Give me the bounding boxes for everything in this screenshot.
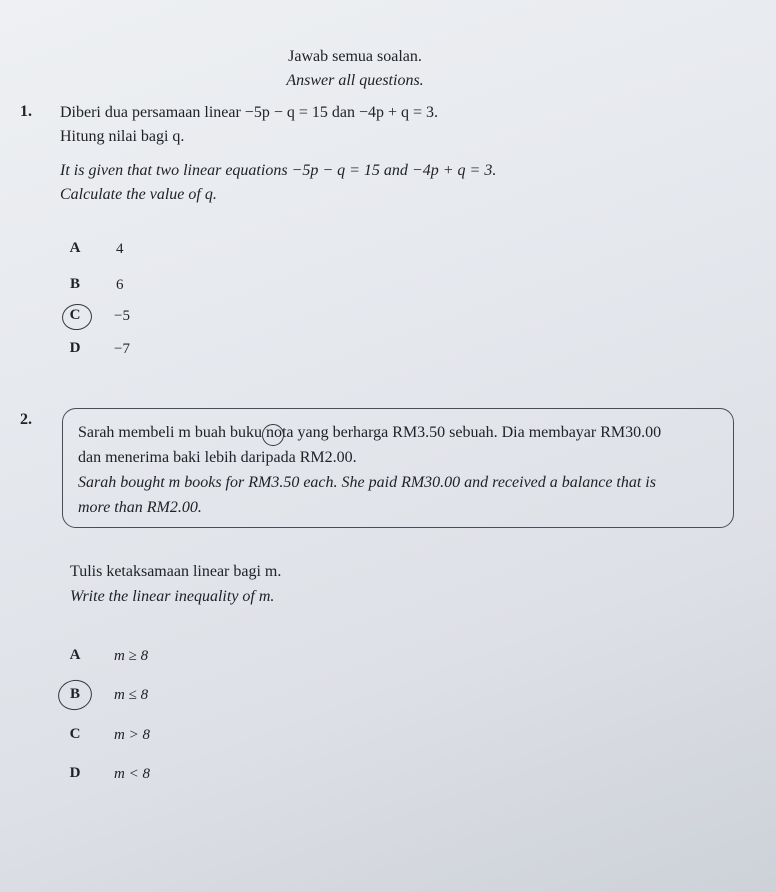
instruction-malay: Jawab semua soalan.	[288, 48, 422, 65]
question-1-number: 1.	[20, 103, 32, 120]
q2-option-c-letter[interactable]: C	[69, 726, 81, 742]
q2-box-english-line-1: Sarah bought m books for RM3.50 each. She paid RM30.00 and received a balance that is	[78, 474, 656, 491]
q1-option-d-letter[interactable]: D	[69, 340, 81, 356]
q1-option-a-letter[interactable]: A	[69, 240, 81, 256]
q2-box-malay-line-2: dan menerima baki lebih daripada RM2.00.	[78, 449, 357, 466]
q1-option-c-letter[interactable]: C	[69, 307, 81, 323]
q1-option-b-letter[interactable]: B	[69, 276, 80, 292]
q2-option-a-letter[interactable]: A	[69, 647, 81, 663]
question-1-task-english: Calculate the value of q.	[60, 186, 217, 203]
q1-option-d-value: −7	[114, 341, 130, 357]
q2-option-c-value: m > 8	[114, 727, 150, 743]
q2-option-d-letter[interactable]: D	[69, 765, 81, 781]
question-2-task-english: Write the linear inequality of m.	[70, 588, 275, 605]
q1-option-c-value: −5	[114, 308, 130, 324]
q2-option-a-value: m ≥ 8	[114, 648, 149, 664]
q2-option-b-letter[interactable]: B	[69, 686, 80, 702]
question-1-task-malay: Hitung nilai bagi q.	[60, 128, 185, 145]
q2-box-english-line-2: more than RM2.00.	[78, 499, 202, 516]
variable-m-circle-mark	[262, 424, 284, 446]
question-1-stem-malay: Diberi dua persamaan linear −5p − q = 15 dan −4p + q = 3.	[60, 104, 439, 121]
instruction-english: Answer all questions.	[286, 72, 424, 89]
q2-option-b-value: m ≤ 8	[114, 687, 149, 703]
q1-option-b-value: 6	[116, 277, 124, 293]
q2-option-d-value: m < 8	[114, 766, 150, 782]
question-1-stem-english: It is given that two linear equations −5p − q = 15 and −4p + q = 3.	[60, 162, 497, 179]
question-2-task-malay: Tulis ketaksamaan linear bagi m.	[70, 563, 282, 580]
question-2-number: 2.	[20, 411, 32, 428]
q2-box-malay-line-1: Sarah membeli m buah buku nota yang berharga RM3.50 sebuah. Dia membayar RM30.00	[78, 424, 662, 441]
q1-option-a-value: 4	[116, 241, 124, 257]
